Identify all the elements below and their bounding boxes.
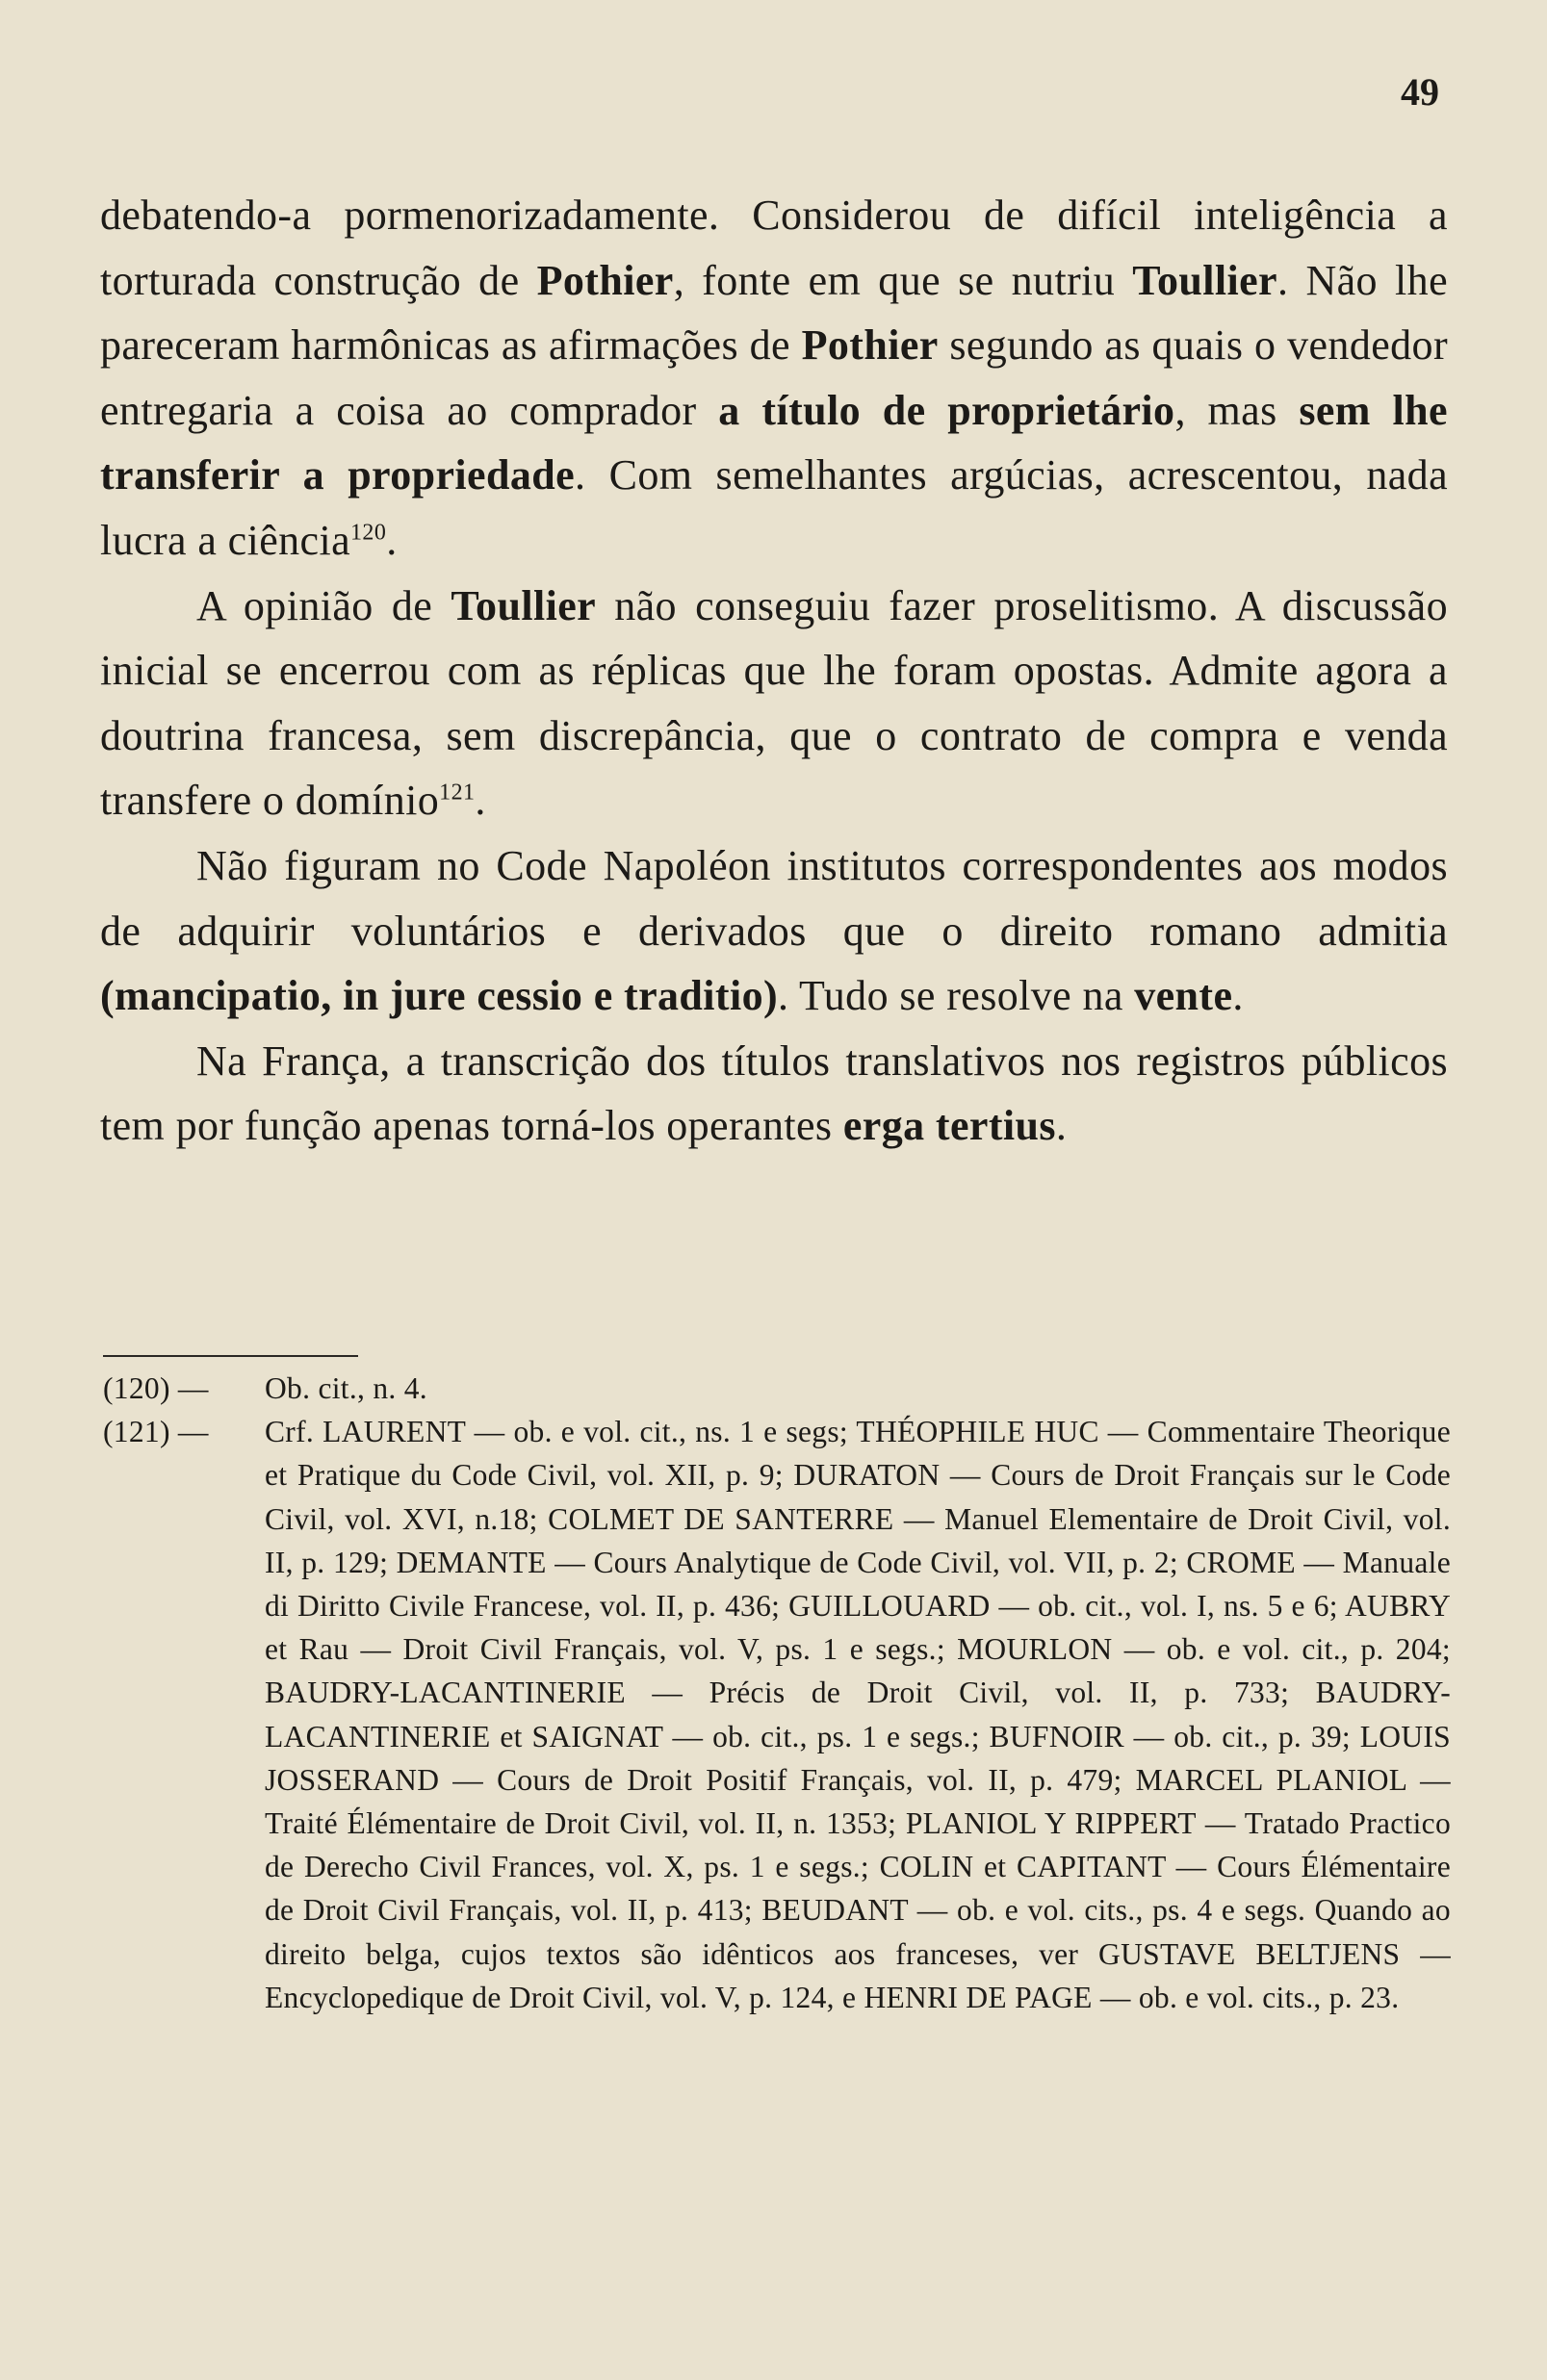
footnotes [103, 1367, 1451, 2019]
footnote-text: Ob. cit., n. 4. [265, 1371, 427, 1405]
emphasized-text: a título de proprietário [718, 386, 1175, 434]
text-run: . [1055, 1102, 1068, 1150]
footnote-text: Crf. LAURENT — ob. e vol. cit., ns. 1 e segs; THÉOPHILE HUC — Commentaire Theorique et Pratique du Code Civil, vol. XII, p. 9; DURATON — Cours de Droit Français sur le Code Civil, vol. XVI, n.18; COLMET DE SANTERRE — Manuel Elementaire de Droit Civil, vol. II, p. 129; DEMANTE — Cours Analytique de Code Civil, vol. VII, p. 2; CROME — Manuale di Diritto Civile Francese, vol. II, p. 436; GUILLOUARD — ob. cit., vol. I, ns. 5 e 6; AUBRY et Rau — Droit Civil Français, vol. V, ps. 1 e segs.; MOURLON — ob. e vol. cit., p. 204; BAUDRY-LACANTINERIE — Précis de Droit Civil, vol. II, p. 733; BAUDRY-LACANTINERIE et SAIGNAT — ob. cit., ps. 1 e segs.; BUFNOIR — ob. cit., p. 39; LOUIS JOSSERAND — Cours de Droit Positif Français, vol. II, p. 479; MARCEL PLANIOL — Traité Élémentaire de Droit Civil, vol. II, n. 1353; PLANIOL Y RIPPERT — Tratado Practico de Derecho Civil Frances, vol. X, ps. 1 e segs.; COLIN et CAPITANT — Cours Élémentaire de Droit Civil Français, vol. II, p. 413; BEUDANT — ob. e vol. cits., ps. 4 e segs. Quando ao direito belga, cujos textos são idênticos aos franceses, ver GUSTAVE BELTJENS — Encyclopedique de Droit Civil, vol. V, p. 124, e HENRI DE PAGE — ob. e vol. cits., p. 23. [265, 1415, 1451, 2014]
text-run: segundo as quais o vendedor entregaria a coisa ao comprador [100, 321, 1448, 434]
paragraph [100, 183, 1448, 574]
emphasized-text: Toullier [1132, 256, 1277, 304]
emphasized-text: erga tertius [842, 1102, 1056, 1150]
text-run: , fonte em que se nutriu [673, 256, 1133, 304]
emphasized-text: Pothier [536, 256, 674, 304]
emphasized-text: Toullier [451, 581, 597, 629]
footnote-number: (121) — [103, 1415, 209, 1449]
footnote [103, 1367, 1451, 1410]
emphasized-text: sem lhe transferir a propriedade [100, 386, 1448, 499]
footnote-reference: 121 [439, 780, 476, 806]
paragraph [100, 1029, 1448, 1159]
body-text [100, 183, 1448, 1159]
text-run: . Com semelhantes argúcias, acrescentou, nada lucra a ciência [100, 451, 1448, 564]
text-run: . [386, 516, 398, 564]
footnote-separator [103, 1355, 358, 1357]
paragraph [100, 574, 1448, 833]
text-run: A opinião de [196, 581, 451, 629]
text-run: Na França, a transcrição dos títulos translativos nos registros públicos tem por função apenas torná-los operantes [100, 1036, 1448, 1150]
emphasized-text: vente [1134, 972, 1233, 1020]
text-run: debatendo-a pormenorizadamente. Considerou de difícil inteligência a torturada construção de [100, 192, 1448, 304]
text-run: . [1232, 972, 1244, 1020]
text-run: . Tudo se resolve na [778, 972, 1135, 1020]
text-run: . [475, 777, 486, 825]
paragraph [100, 833, 1448, 1029]
text-run: Não figuram no Code Napoléon institutos correspondentes aos modos de adquirir voluntários e derivados que o direito romano admitia [100, 841, 1448, 955]
footnote-reference: 120 [350, 520, 387, 546]
footnote-number: (120) — [103, 1371, 209, 1405]
emphasized-text: Pothier [801, 321, 939, 370]
footnote [103, 1410, 1451, 2019]
emphasized-text: (mancipatio, in jure cessio e traditio) [100, 972, 779, 1020]
page-number: 49 [1401, 70, 1439, 114]
text-run: . Não lhe pareceram harmônicas as afirmações de [100, 256, 1448, 370]
text-run: , mas [1174, 386, 1300, 434]
text-run: não conseguiu fazer proselitismo. A discussão inicial se encerrou com as réplicas que lhe foram opostas. Admite agora a doutrina francesa, sem discrepância, que o contrato de compra e venda transfere o domínio [100, 581, 1448, 825]
